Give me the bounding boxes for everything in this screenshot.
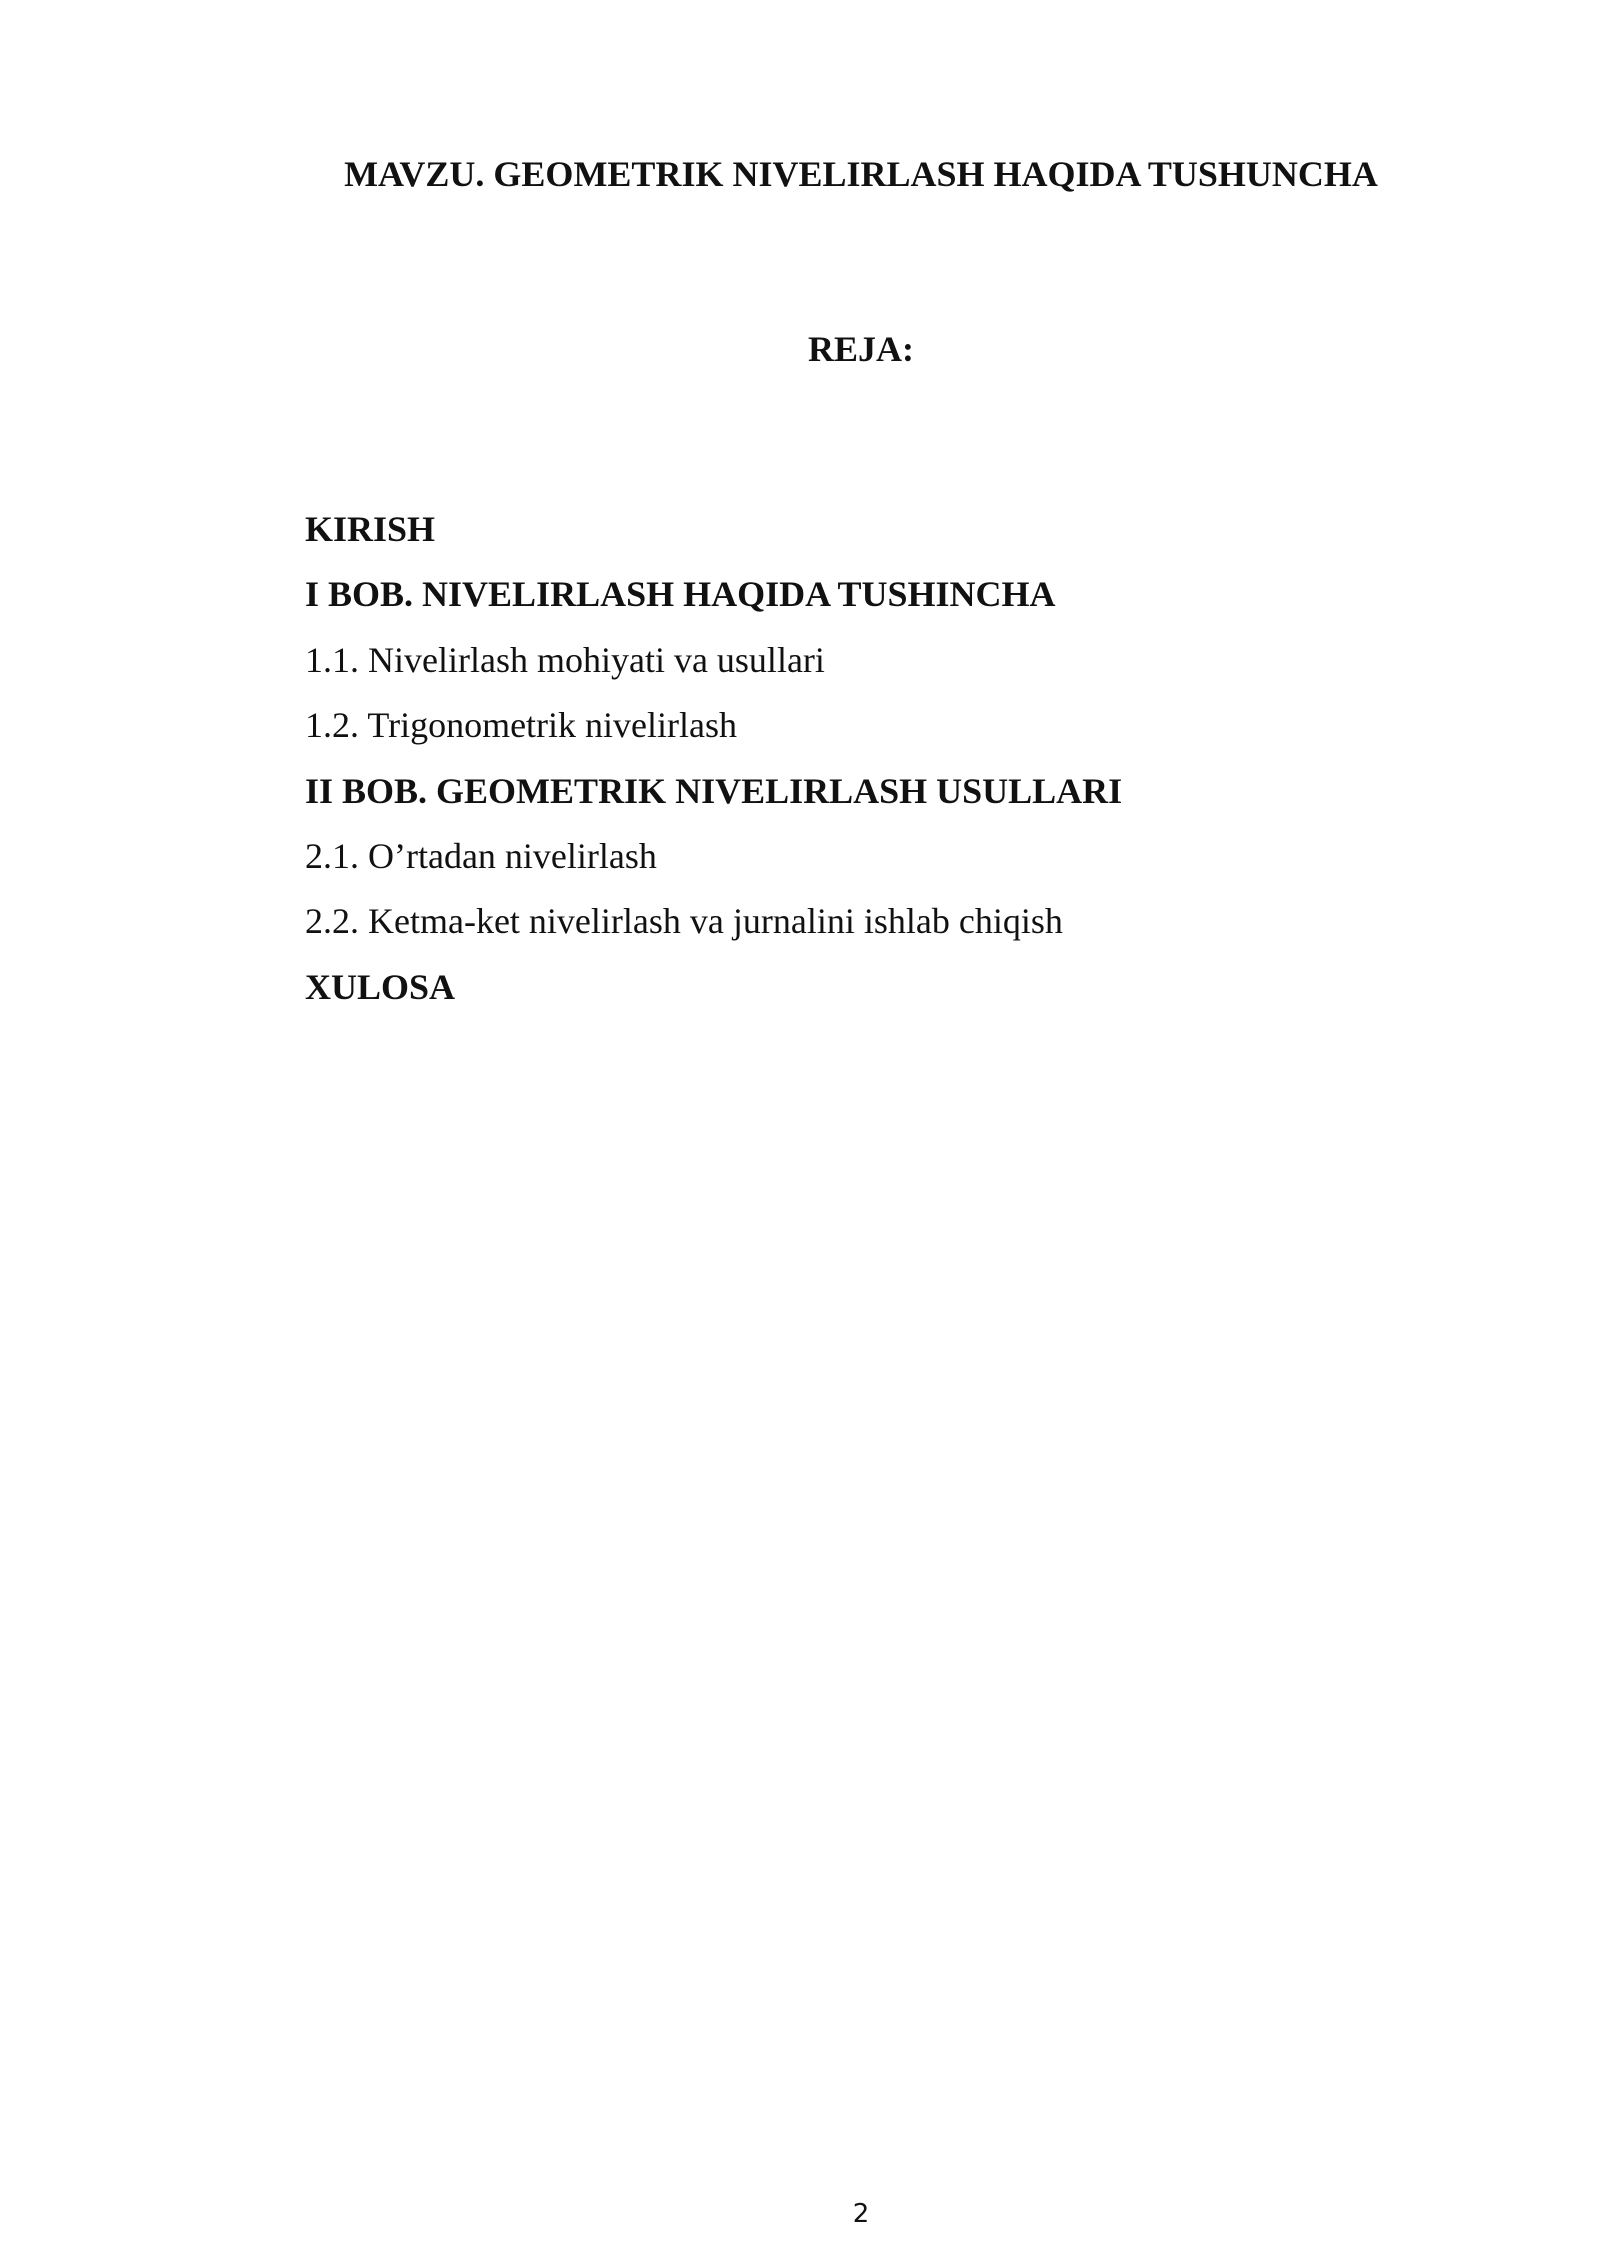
toc-item-conclusion: XULOSA — [305, 966, 456, 1007]
toc-item-chapter-2: II BOB. GEOMETRIK NIVELIRLASH USULLARI — [305, 770, 1123, 811]
toc-item-section-1-1: 1.1. Nivelirlash mohiyati va usullari — [305, 639, 825, 680]
toc-item-introduction: KIRISH — [305, 509, 436, 549]
toc-item-section-1-2: 1.2. Trigonometrik nivelirlash — [305, 705, 737, 746]
toc-item-section-2-2: 2.2. Ketma-ket nivelirlash va jurnalini ishlab chiqish — [305, 901, 1063, 942]
toc-item-section-2-1: 2.1. O’rtadan nivelirlash — [305, 835, 657, 876]
page-number: 2 — [852, 2199, 870, 2229]
table-of-contents — [305, 497, 1122, 1020]
plan-heading: REJA: — [808, 329, 914, 369]
toc-item-chapter-1: I BOB. NIVELIRLASH HAQIDA TUSHINCHA — [305, 574, 1056, 615]
document-title: MAVZU. GEOMETRIK NIVELIRLASH HAQIDA TUSHUNCHA — [344, 154, 1378, 194]
